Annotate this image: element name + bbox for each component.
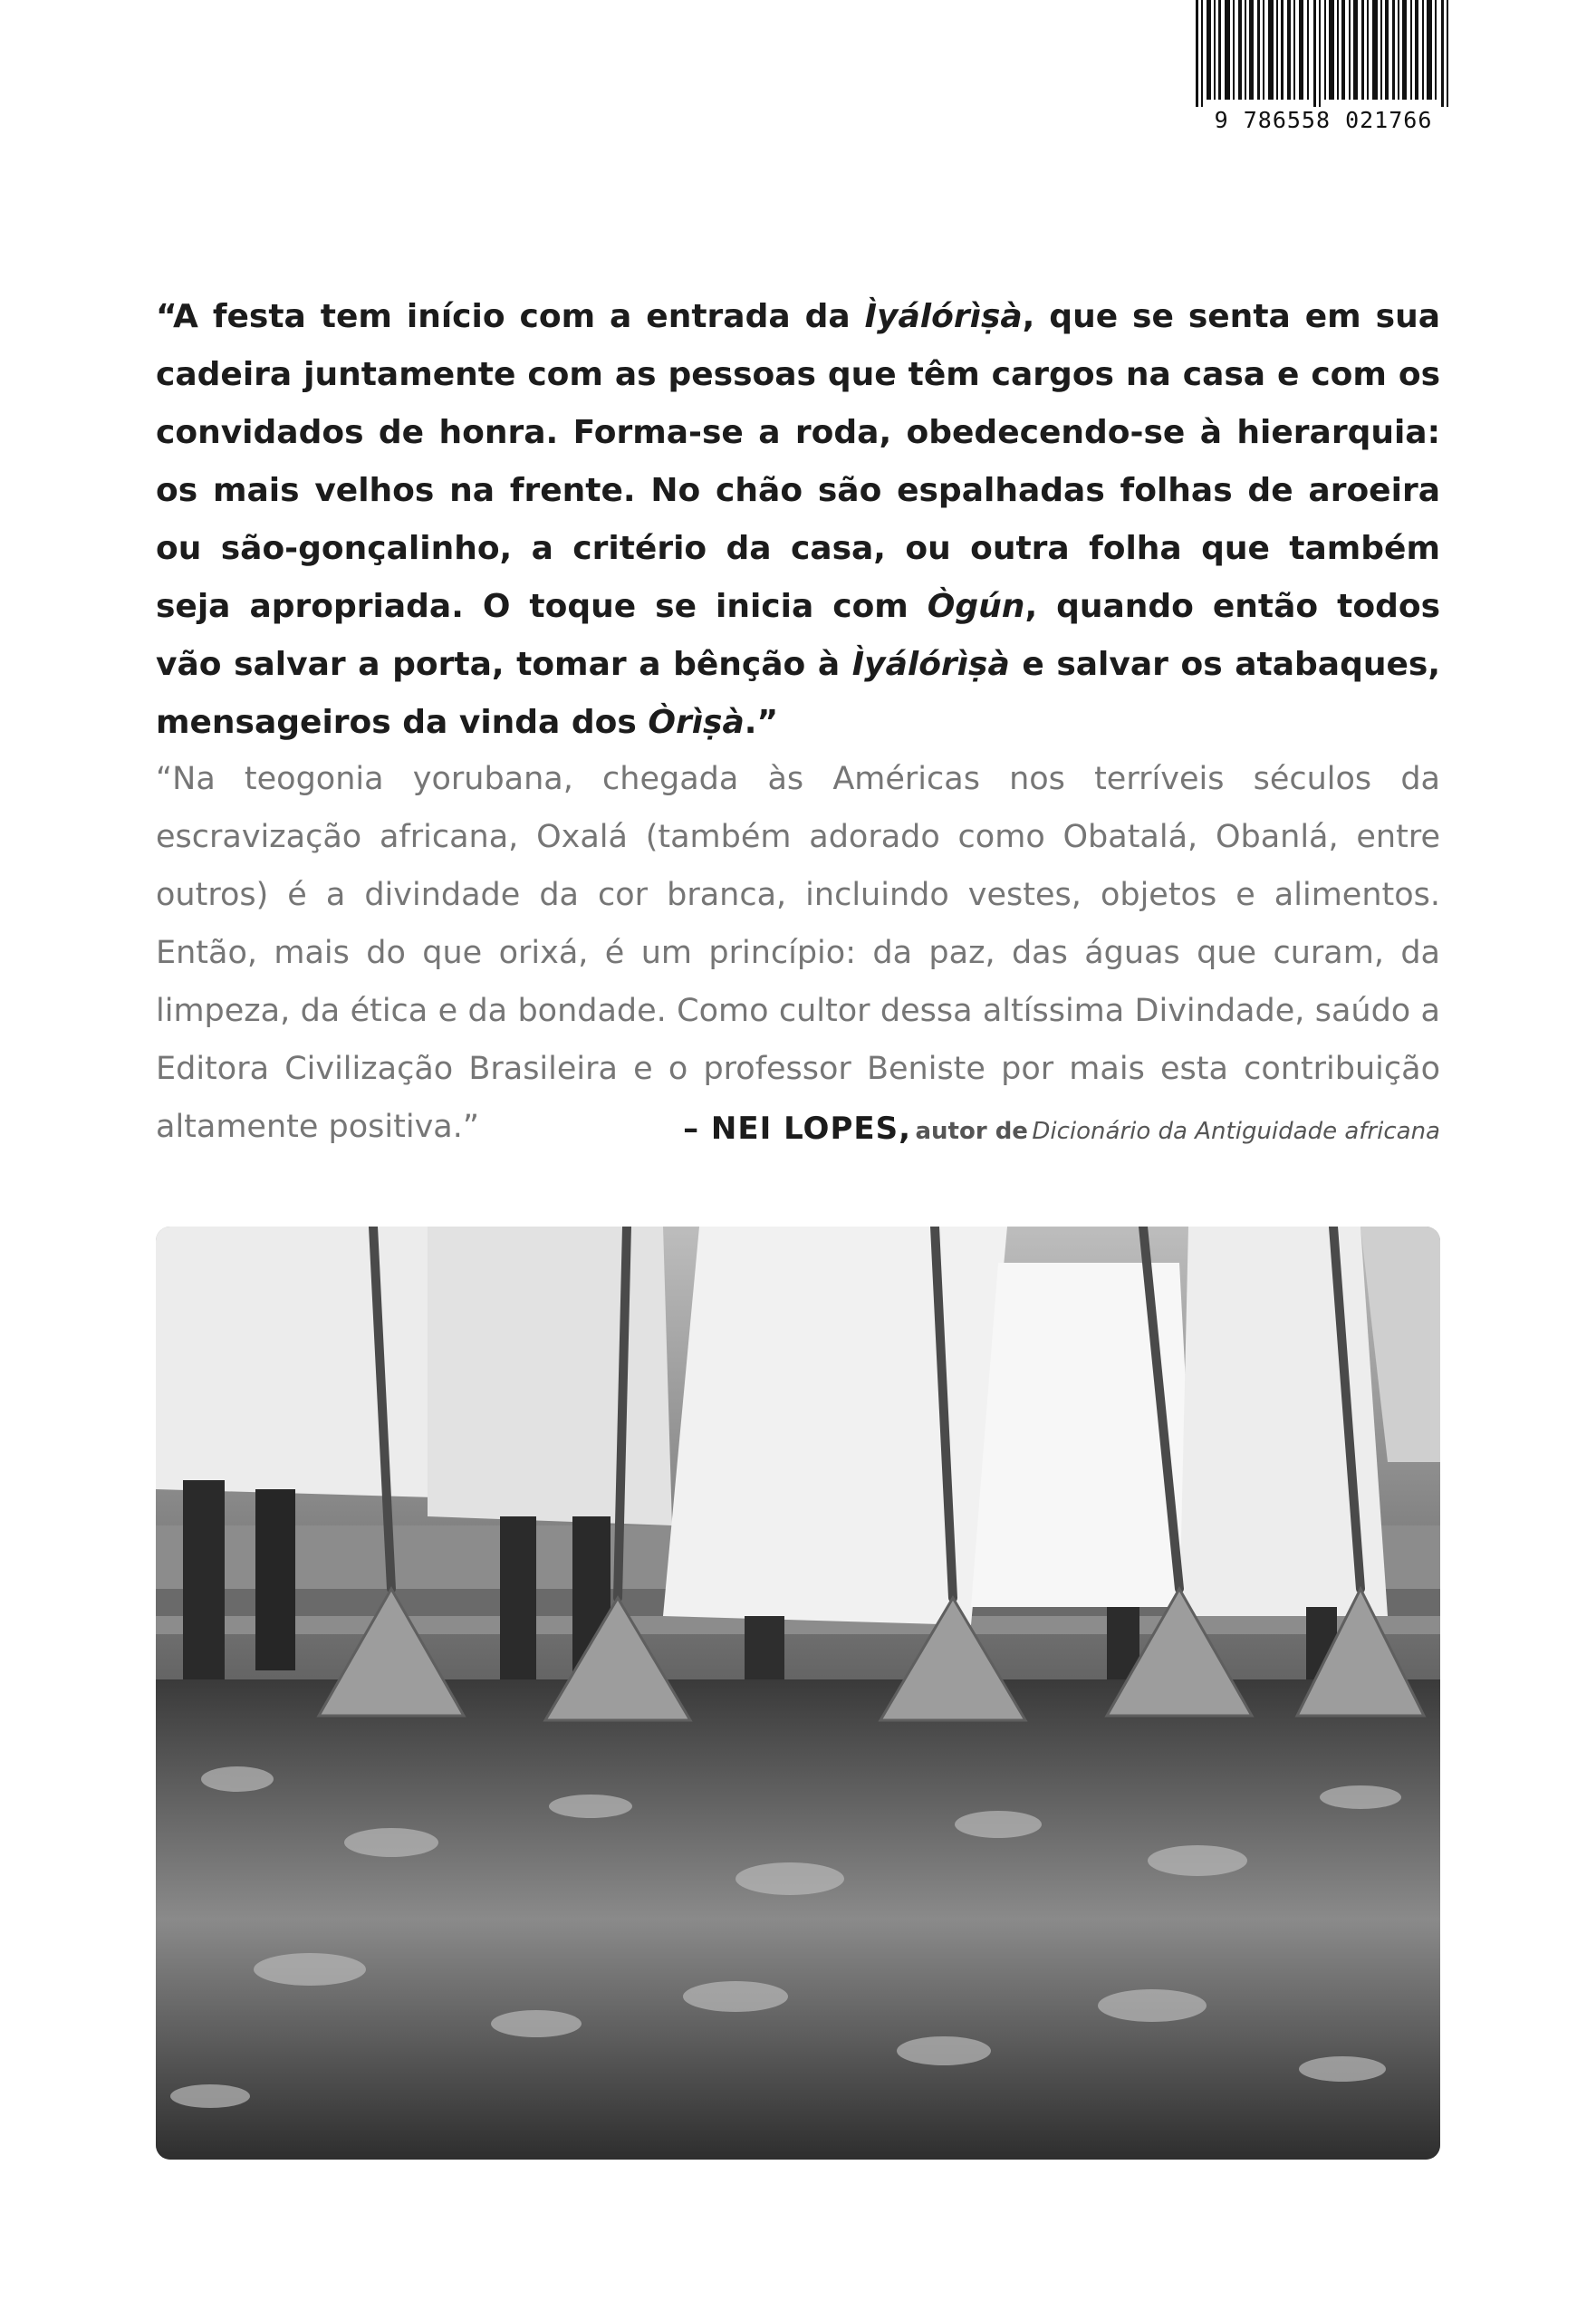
term-orisa: Òrìṣà <box>648 704 745 741</box>
main-quote-part-5: .” <box>744 704 779 741</box>
cover-photo <box>156 1227 1440 2160</box>
barcode-number: 9 786558 021766 <box>1194 107 1453 134</box>
main-quote-part-2: , que se senta em sua cadeira juntamente com as pessoas que têm cargos na casa e com os convidados de honra. Forma-se a roda, obedecendo-se à hierarquia: os mais velhos na frente. No chão são espalhadas folhas de aroeira ou são-gonçalinho, a critério da casa, ou outra folha que também seja apropriada. O toque se inicia com <box>156 298 1440 625</box>
main-quote-part-4: e salvar os atabaques, mensageiros da vinda dos <box>156 646 1440 741</box>
main-quote-part-1: “A festa tem início com a entrada da <box>156 298 865 335</box>
barcode-icon <box>1194 0 1453 109</box>
main-quote <box>156 288 1440 752</box>
attribution-book-title: Dicionário da Antiguidade africana <box>1032 1118 1440 1145</box>
term-iyalorisa: Ìyálórìṣà <box>864 298 1023 335</box>
attribution <box>156 1111 1440 1147</box>
endorsement-quote: “Na teogonia yorubana, chegada às Américas nos terríveis séculos da escravização africana, Oxalá (também adorado como Obatalá, Obanlá, entre outros) é a divindade da cor branca, incluindo vestes, objetos e alimentos. Então, mais do que orixá, é um princípio: da paz, das águas que curam, da limpeza, da ética e da bondade. Como cultor dessa altíssima Divindade, saúdo a Editora Civilização Brasileira e o professor Beniste por mais esta contribuição altamente positiva.” <box>156 761 1440 1145</box>
attribution-role: autor de <box>915 1118 1028 1145</box>
main-quote-part-3: , quando então todos vão salvar a porta, tomar a bênção à <box>156 588 1440 683</box>
term-iyalorisa-2: Ìyálórìṣà <box>851 646 1010 683</box>
photo-women-white-dresses-brooms <box>156 1227 1440 2160</box>
attribution-name: – NEI LOPES, <box>683 1111 912 1147</box>
term-ogun: Ògún <box>927 588 1025 625</box>
